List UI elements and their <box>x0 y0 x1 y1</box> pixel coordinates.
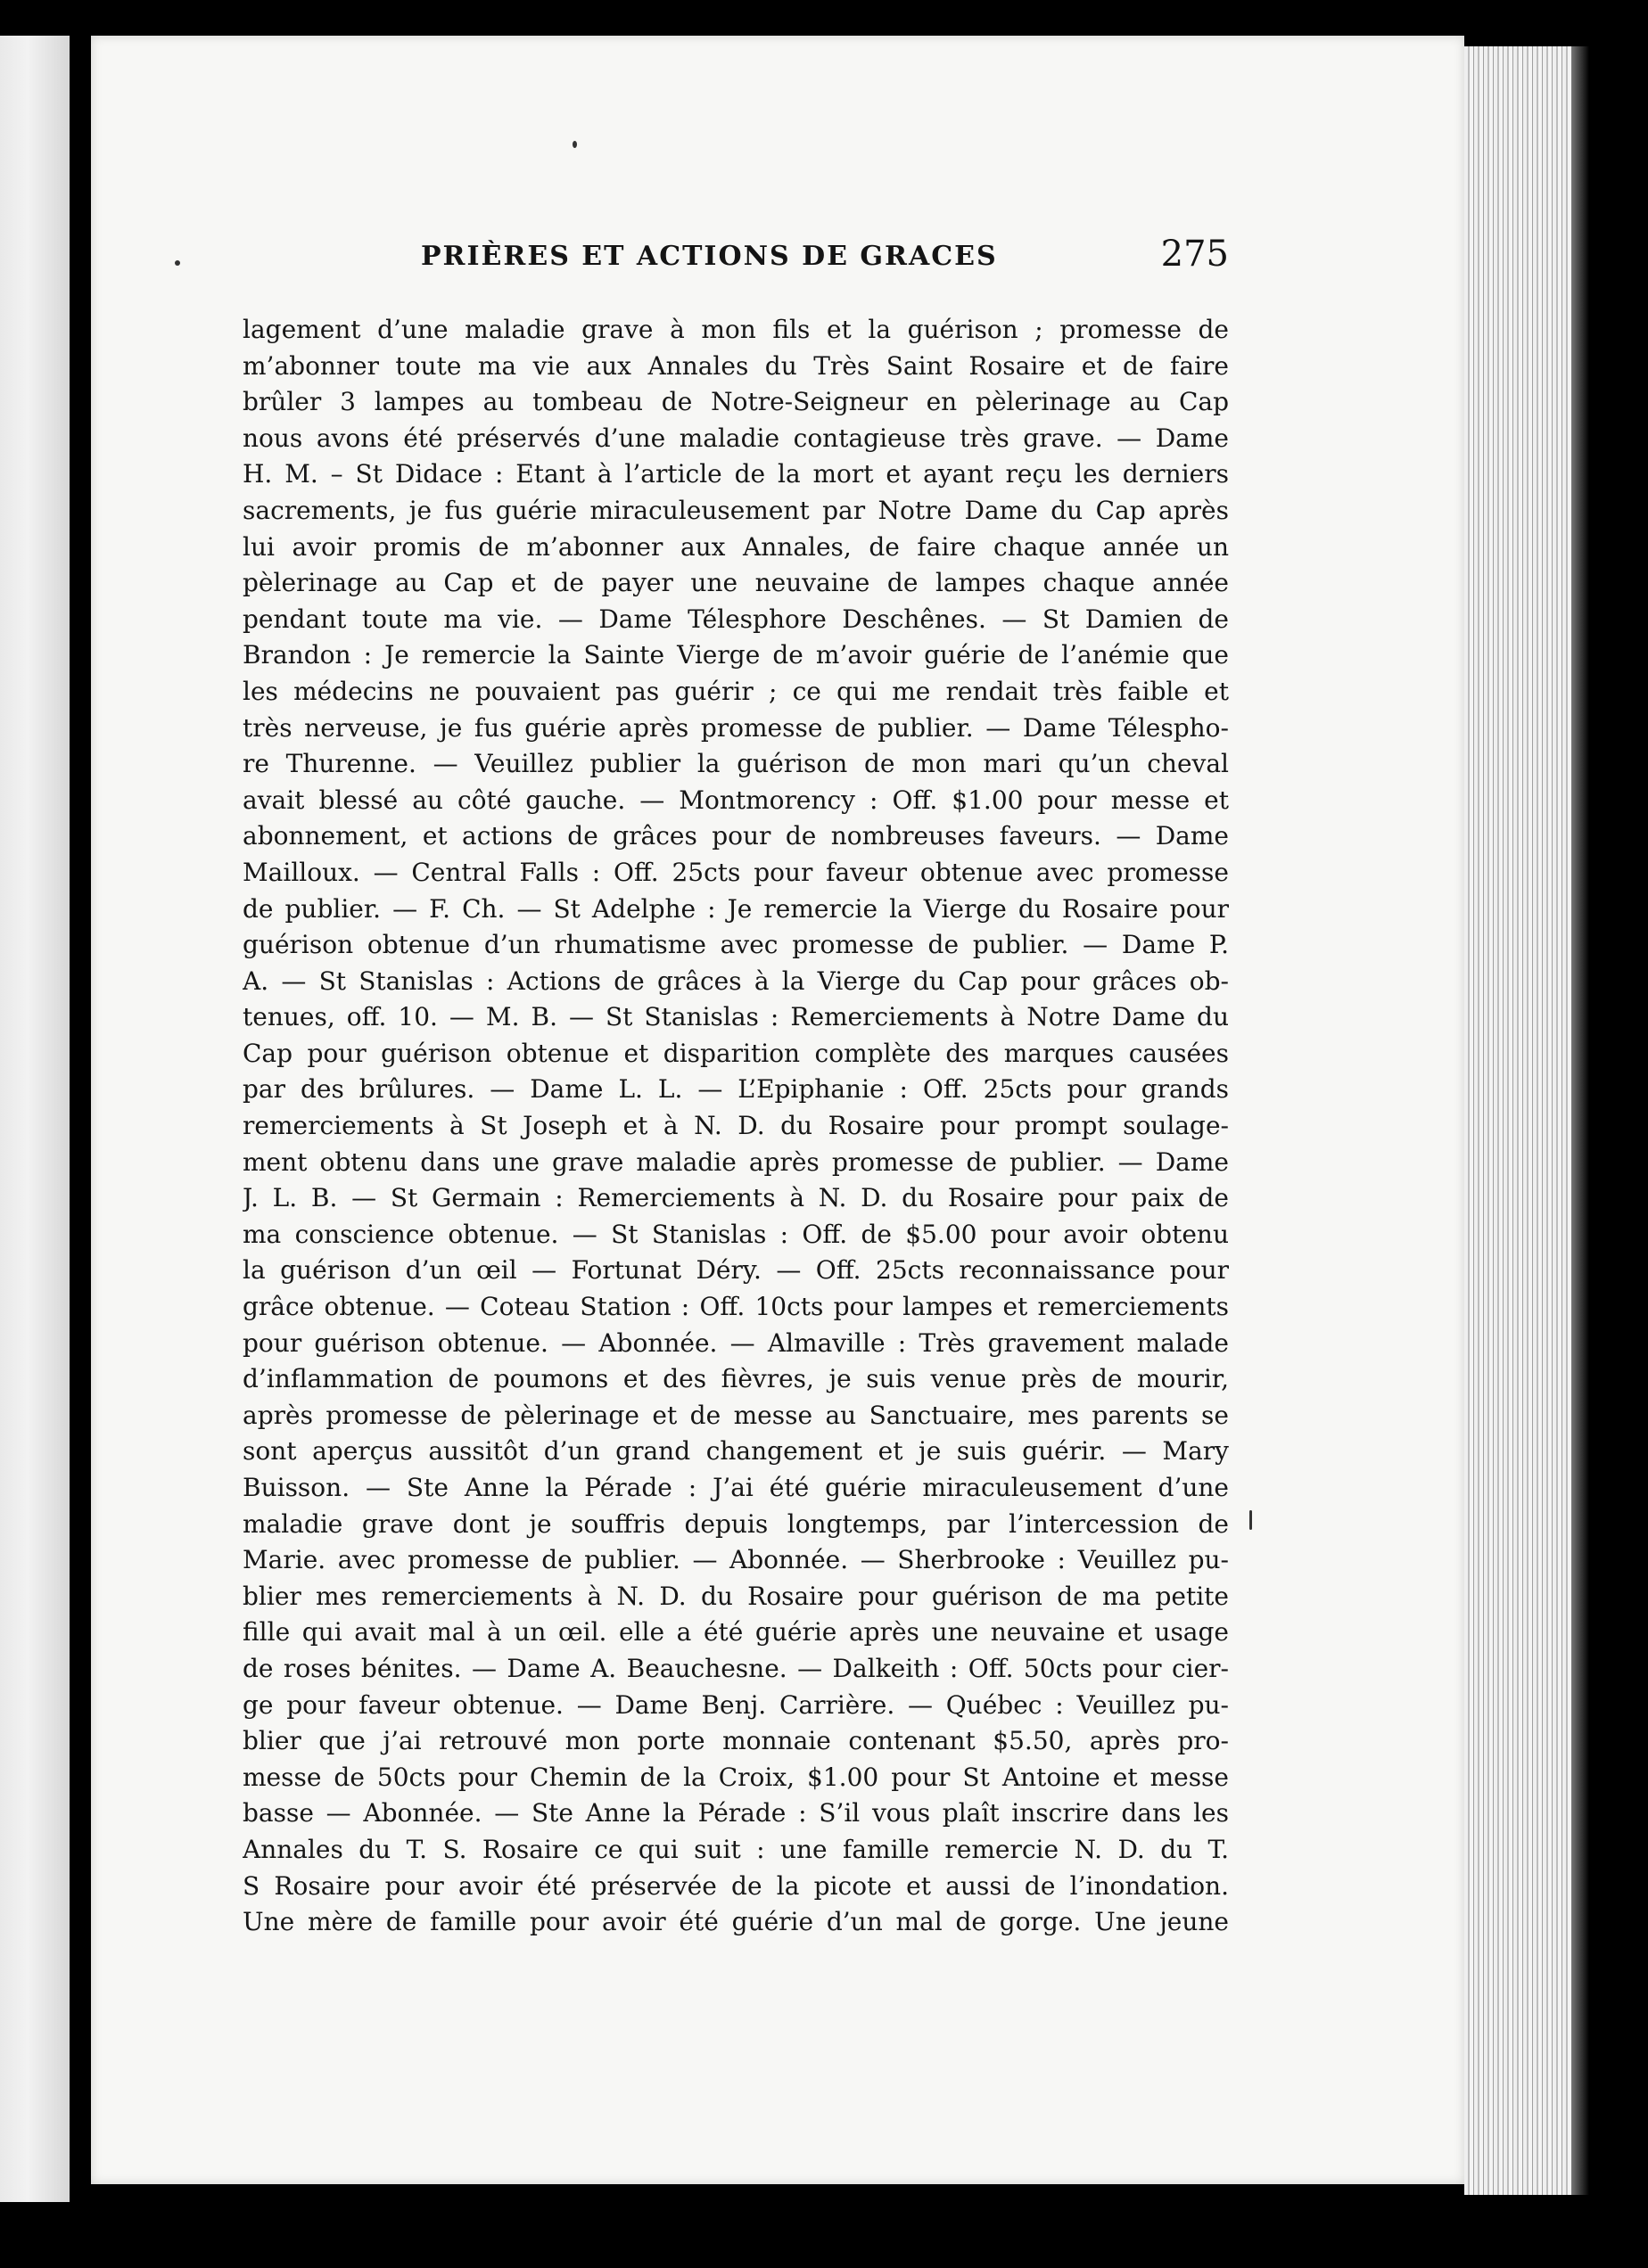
text-line: Annales du T. S. Rosaire ce qui suit : une famille remercie N. D. du T. <box>243 1834 1229 1864</box>
page-stack-edge <box>1464 46 1571 2195</box>
text-line: pour guérison obtenue. — Abonnée. — Almaville : Très gravement malade <box>243 1327 1229 1358</box>
text-line: sont aperçus aussitôt d’un grand changement et je suis guérir. — Mary <box>243 1436 1229 1467</box>
text-line: H. M. – St Didace : Etant à l’article de la mort et ayant reçu les derniers <box>243 459 1229 489</box>
running-title: PRIÈRES ET ACTIONS DE GRACES <box>421 241 998 272</box>
dust-speck <box>1249 1510 1252 1530</box>
text-line: m’abonner toute ma vie aux Annales du Très Saint Rosaire et de faire <box>243 350 1229 381</box>
text-line: Mailloux. — Central Falls : Off. 25cts pour faveur obtenue avec promesse <box>243 857 1229 887</box>
text-line: par des brûlures. — Dame L. L. — L’Epiphanie : Off. 25cts pour grands <box>243 1074 1229 1105</box>
text-line: basse — Abonnée. — Ste Anne la Pérade : S’il vous plaît inscrire dans les <box>243 1798 1229 1828</box>
text-line: abonnement, et actions de grâces pour de nombreuses faveurs. — Dame <box>243 821 1229 851</box>
text-line: brûler 3 lampes au tombeau de Notre-Seigneur en pèlerinage au Cap <box>243 387 1229 417</box>
text-line: nous avons été préservés d’une maladie contagieuse très grave. — Dame <box>243 423 1229 453</box>
text-line: Brandon : Je remercie la Sainte Vierge de m’avoir guérie de l’anémie que <box>243 640 1229 670</box>
text-line: S Rosaire pour avoir été préservée de la picote et aussi de l’inondation. <box>243 1870 1229 1901</box>
text-line: pèlerinage au Cap et de payer une neuvaine de lampes chaque année <box>243 568 1229 598</box>
text-line: maladie grave dont je souffris depuis longtemps, par l’intercession de <box>243 1508 1229 1539</box>
running-head <box>243 234 1229 287</box>
text-line: lui avoir promis de m’abonner aux Annales, de faire chaque année un <box>243 531 1229 562</box>
text-line: ge pour faveur obtenue. — Dame Benj. Carrière. — Québec : Veuillez pu- <box>243 1689 1229 1720</box>
body-text <box>243 312 1229 1941</box>
text-line: guérison obtenue d’un rhumatisme avec promesse de publier. — Dame P. <box>243 930 1229 960</box>
text-line: après promesse de pèlerinage et de messe au Sanctuaire, mes parents se <box>243 1400 1229 1430</box>
dust-speck <box>175 260 180 266</box>
text-line: Buisson. — Ste Anne la Pérade : J’ai été guérie miraculeusement d’une <box>243 1473 1229 1502</box>
text-line: fille qui avait mal à un œil. elle a été guérie après une neuvaine et usage <box>243 1617 1229 1648</box>
page-stack-shadow <box>1571 46 1589 2195</box>
text-line: d’inflammation de poumons et des fièvres, je suis venue près de mourir, <box>243 1364 1229 1394</box>
text-line: pendant toute ma vie. — Dame Télesphore Deschênes. — St Damien de <box>243 604 1229 634</box>
page-number: 275 <box>1160 234 1229 275</box>
text-line: Une mère de famille pour avoir été guérie d’un mal de gorge. Une jeune <box>243 1907 1229 1937</box>
text-line: ment obtenu dans une grave maladie après promesse de publier. — Dame <box>243 1146 1229 1177</box>
dust-speck <box>573 141 577 148</box>
text-line: J. L. B. — St Germain : Remerciements à N. D. du Rosaire pour paix de <box>243 1183 1229 1213</box>
previous-page-edge <box>0 36 70 2202</box>
text-line: ma conscience obtenue. — St Stanislas : Off. de $5.00 pour avoir obtenu <box>243 1219 1229 1249</box>
text-line: blier que j’ai retrouvé mon porte monnaie contenant $5.50, après pro- <box>243 1726 1229 1756</box>
text-line: avait blessé au côté gauche. — Montmorency : Off. $1.00 pour messe et <box>243 785 1229 815</box>
text-line: messe de 50cts pour Chemin de la Croix, $1.00 pour St Antoine et messe <box>243 1762 1229 1792</box>
text-line: très nerveuse, je fus guérie après promesse de publier. — Dame Télespho- <box>243 712 1229 743</box>
text-line: tenues, off. 10. — M. B. — St Stanislas : Remerciements à Notre Dame du <box>243 1002 1229 1032</box>
text-line: lagement d’une maladie grave à mon fils et la guérison ; promesse de <box>243 315 1229 344</box>
text-line: re Thurenne. — Veuillez publier la guérison de mon mari qu’un cheval <box>243 749 1229 779</box>
text-line: grâce obtenue. — Coteau Station : Off. 10cts pour lampes et remerciements <box>243 1292 1229 1322</box>
text-line: sacrements, je fus guérie miraculeusement par Notre Dame du Cap après <box>243 495 1229 525</box>
text-line: remerciements à St Joseph et à N. D. du Rosaire pour prompt soulage- <box>243 1111 1229 1141</box>
text-line: la guérison d’un œil — Fortunat Déry. — Off. 25cts reconnaissance pour <box>243 1255 1229 1286</box>
text-line: Cap pour guérison obtenue et disparition complète des marques causées <box>243 1038 1229 1068</box>
text-line: A. — St Stanislas : Actions de grâces à la Vierge du Cap pour grâces ob- <box>243 966 1229 996</box>
text-line: les médecins ne pouvaient pas guérir ; ce qui me rendait très faible et <box>243 676 1229 706</box>
text-line: Marie. avec promesse de publier. — Abonnée. — Sherbrooke : Veuillez pu- <box>243 1545 1229 1575</box>
text-line: blier mes remerciements à N. D. du Rosaire pour guérison de ma petite <box>243 1581 1229 1611</box>
text-line: de roses bénites. — Dame A. Beauchesne. — Dalkeith : Off. 50cts pour cier- <box>243 1653 1229 1683</box>
text-line: de publier. — F. Ch. — St Adelphe : Je remercie la Vierge du Rosaire pour <box>243 893 1229 924</box>
